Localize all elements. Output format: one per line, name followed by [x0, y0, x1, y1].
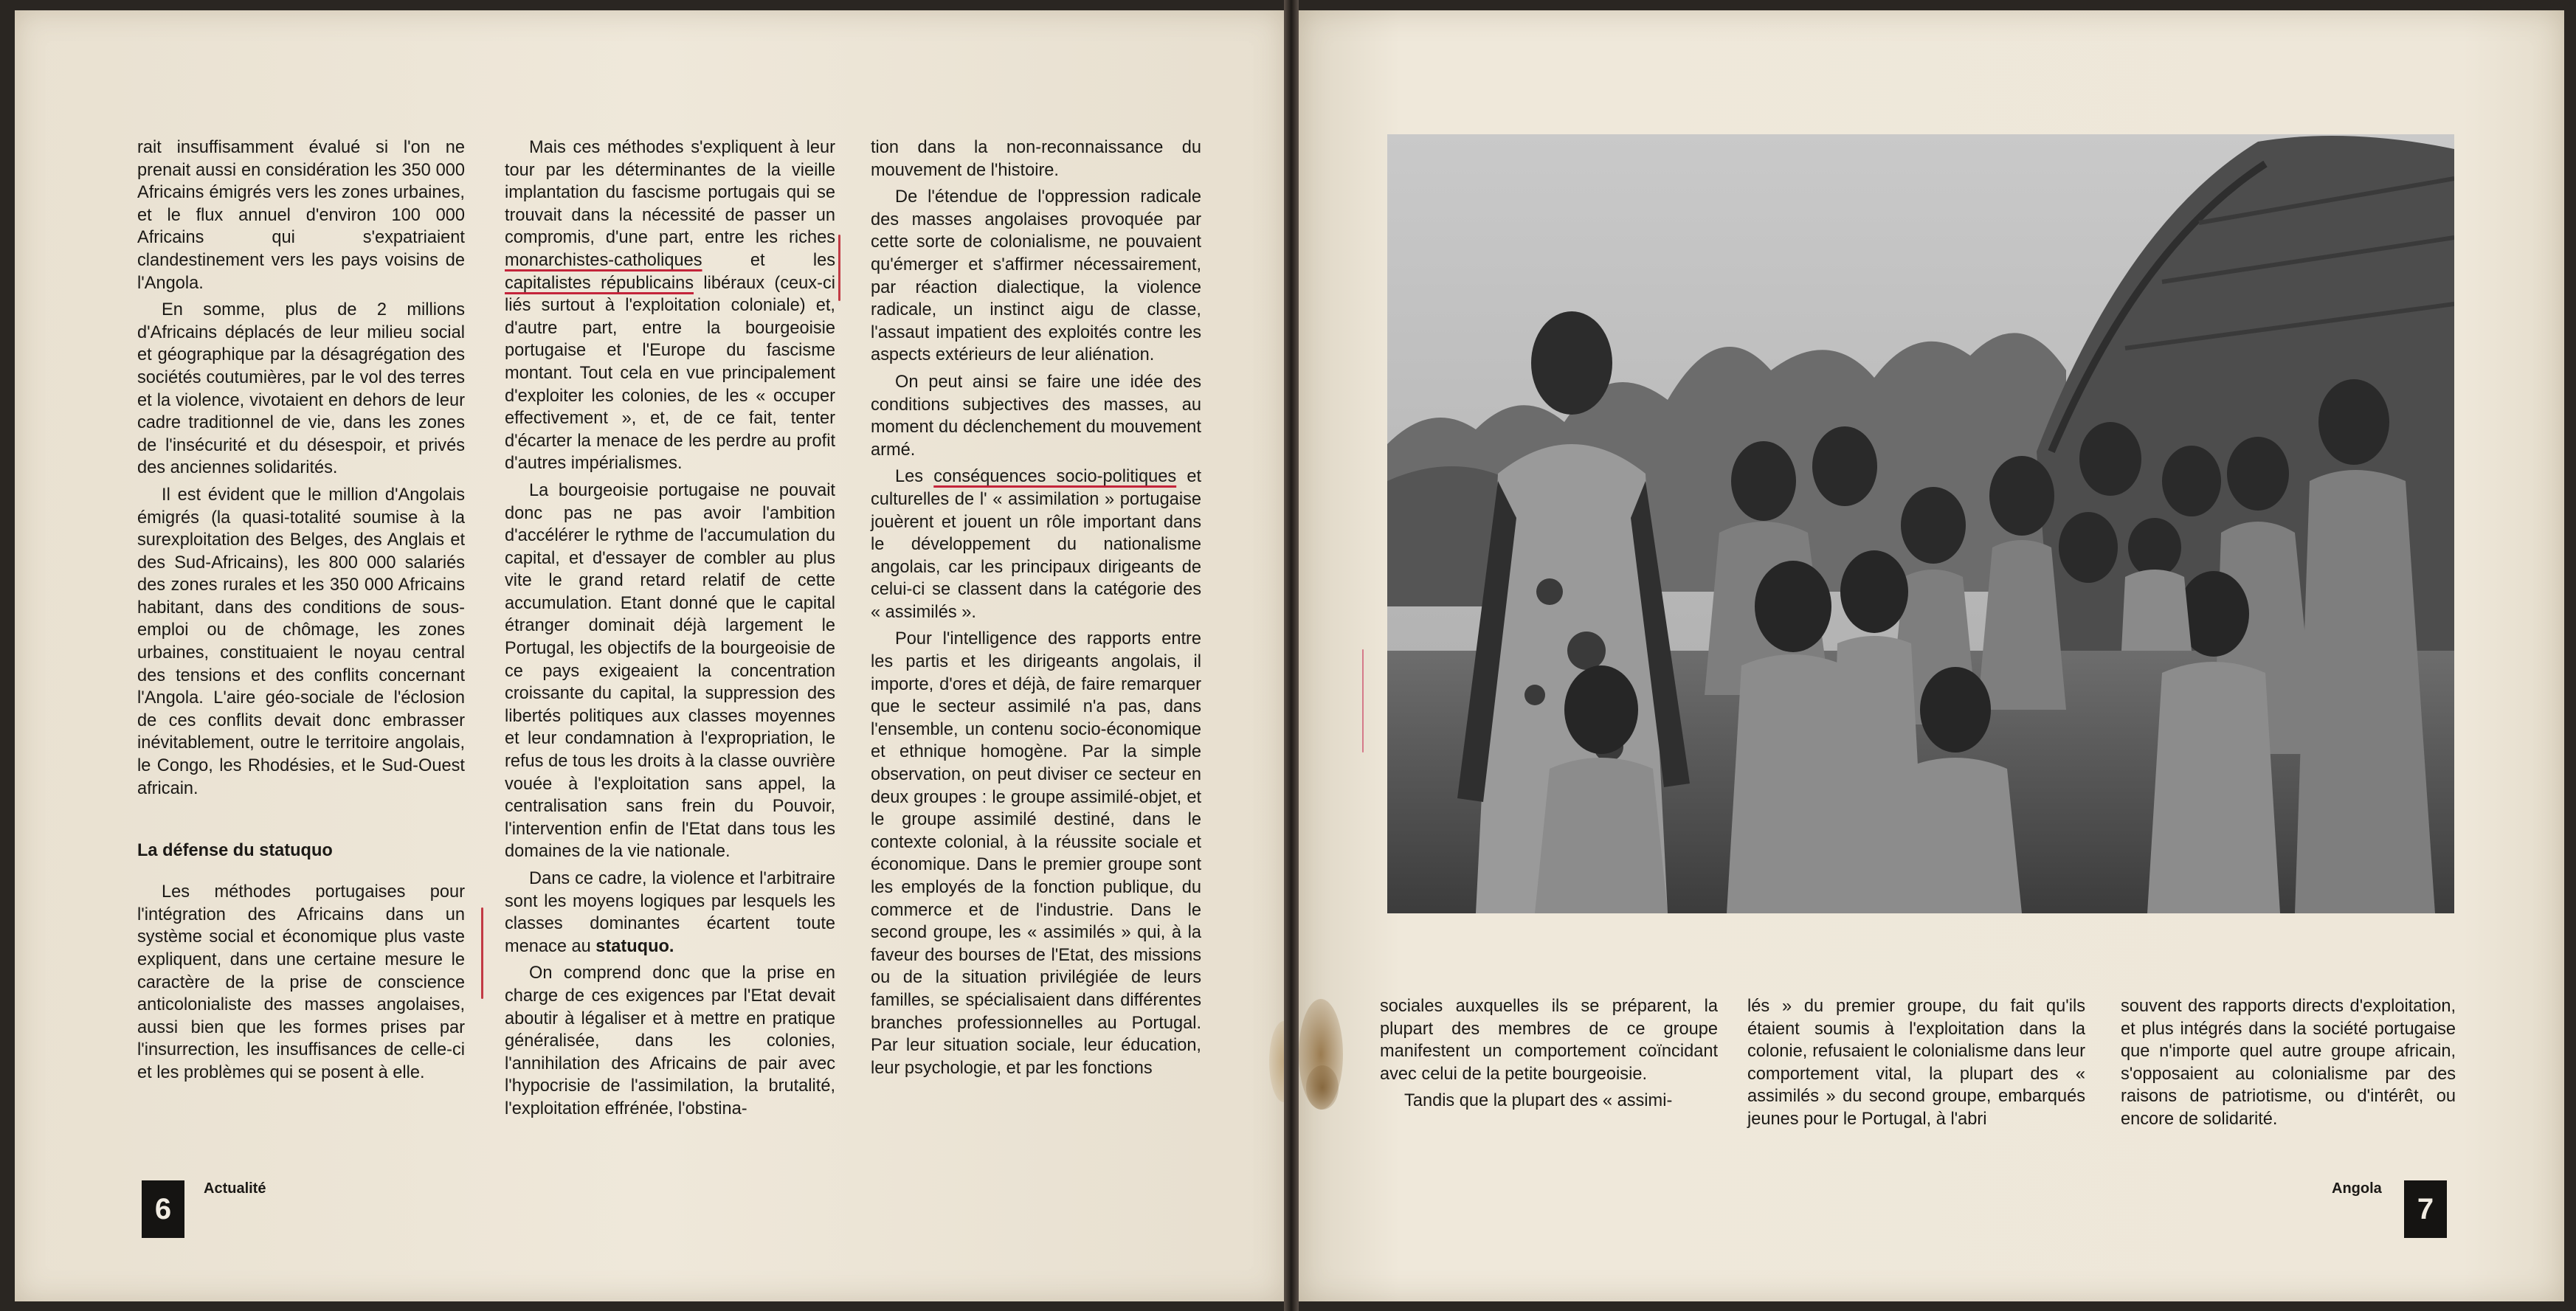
paragraph: On peut ainsi se faire une idée des conditions subjectives des masses, au moment du déclenchement du mouvement armé.: [871, 372, 1201, 460]
bold-term: statuquo.: [595, 936, 674, 956]
paragraph: souvent des rapports directs d'exploitation, et plus intégrés dans la société portugaise que n'importe quel autre groupe africain, s'opposaient au colonialisme par des raisons de patriotisme, ou d'intérêt, ou encore de solidarité.: [2121, 997, 2456, 1129]
paragraph: On comprend donc que la prise en charge de ces exigences par l'Etat devait aboutir à légaliser et à mettre en pratique généralisée, dans les colonies, l'annihilation des Africains de pair avec l'hypocrisie de l'assimilation, la brutalité, l'exploitation effrénée, l'obstina-: [505, 964, 835, 1118]
paragraph: sociales auxquelles ils se préparent, la plupart des membres de ce groupe manifestent un comportement coïncidant avec celui de la petite bourgeoisie.: [1380, 997, 1718, 1084]
right-column-1: [1380, 995, 1718, 1113]
paragraph: Tandis que la plupart des « assimi-: [1404, 1091, 1673, 1111]
book-gutter: [1284, 0, 1299, 1311]
paragraph: Mais ces méthodes s'expliquent à leur tour par les déterminantes de la vieille implantation du fascisme portugais qui se trouvait dans la nécessité de passer un compromis, d'une part, entre les riches monarchistes-catholiques et les capitalistes républicains libéraux (ceux-ci liés surtout à l'exploitation coloniale) et, d'autre part, entre la bourgeoisie portugaise et l'Europe du fascisme montant. Tout cela en vue principalement d'exploiter les colonies, de les « occuper effectivement », et, de ce fait, tenter d'écarter la menace de les perdre au profit d'autres impérialismes.: [505, 138, 835, 474]
running-head: Actualité: [204, 1180, 266, 1197]
page-number: 7: [2404, 1180, 2447, 1238]
paragraph: En somme, plus de 2 millions d'Africains déplacés de leur milieu social et géographique par la désagrégation des sociétés coutumières, par le vol des terres et la violence, vivotaient en dehors de leur cadre traditionnel de vie, dans les zones de l'insécurité et du désespoir, et privés des anciennes solidarités.: [137, 300, 465, 478]
left-column-1: [137, 136, 465, 1085]
running-head: Angola: [2332, 1180, 2382, 1197]
left-column-2: [505, 136, 835, 1121]
paragraph: tion dans la non-reconnaissance du mouvement de l'histoire.: [871, 138, 1201, 180]
paragraph: Il est évident que le million d'Angolais émigrés (la quasi-totalité soumise à la surexploitation des Belges, des Anglais et des Sud-Africains), les 800 000 salariés des zones rurales et les 350 000 Africains habitant, dans des conditions de sous-emploi ou de chômage, les zones urbaines, constituaient le noyau central des tensions et des conflits concernant l'Angola. L'aire géo-sociale de l'éclosion de ces conflits devait donc embrasser inévitablement, outre le territoire angolais, le Congo, les Rhodésies, et le Sud-Ouest africain.: [137, 485, 465, 798]
annotated-phrase: capitalistes républicains: [505, 273, 694, 293]
paragraph: De l'étendue de l'oppression radicale des masses angolaises provoquée par cette sorte de colonialisme, ne pouvaient qu'émerger et s'affirmer nécessairement, par réaction dialectique, la violence radicale, un instinct aigu de classe, l'assaut impatient des exploités contre les aspects extérieurs de leur aliénation.: [871, 187, 1201, 365]
paragraph: Les conséquences socio-politiques et culturelles de l' « assimilation » portugaise jouèrent et jouent un rôle important dans le développement du nationalisme angolais, car les principaux dirigeants de celui-ci se classent dans la catégorie des « assimilés ».: [871, 467, 1201, 622]
margin-annotation-mark: [838, 235, 840, 301]
annotated-phrase: conséquences socio-politiques: [933, 467, 1177, 487]
annotated-phrase: monarchistes-catholiques: [505, 250, 702, 270]
page-number: 6: [142, 1180, 184, 1238]
margin-annotation-mark: [481, 907, 483, 999]
photograph-angolan-villagers: [1387, 134, 2454, 913]
paper-stain: [1306, 1065, 1339, 1110]
paragraph: Les méthodes portugaises pour l'intégration des Africains dans un système social et économique plus vaste expliquent, dans une certaine mesure le caractère de la prise de conscience anticolonialiste des masses angolaises, aussi bien que les formes prises par l'insurrection, les insuffisances de celle-ci et les problèmes qui se posent à elle.: [137, 882, 465, 1082]
left-column-3: [871, 136, 1201, 1079]
margin-annotation-mark: [1362, 649, 1364, 753]
paragraph: rait insuffisamment évalué si l'on ne prenait aussi en considération les 350 000 Africains émigrés vers les zones urbaines, et le flux annuel d'environ 100 000 Africains qui s'expatriaient clandestinement vers les pays voisins de l'Angola.: [137, 138, 465, 293]
paragraph: La bourgeoisie portugaise ne pouvait donc pas ne pas avoir l'ambition d'accélérer le rythme de l'accumulation du capital, et d'essayer de combler au plus vite le grand retard relatif de cette accumulation. Etant donné que le capital étranger dominait déjà largement le Portugal, les objectifs de la bourgeoisie de ce pays exigeaient la concentration croissante du capital, la suppression des libertés politiques aux classes moyennes et leur condamnation à l'expropriation, le refus de tous les droits à la classe ouvrière vouée à l'exploitation sans appel, la centralisation sans frein du Pouvoir, l'intervention enfin de l'Etat dans tous les domaines de la vie nationale.: [505, 480, 835, 862]
paragraph: Pour l'intelligence des rapports entre les partis et les dirigeants angolais, il importe, d'ores et déjà, de faire remarquer que le secteur assimilé n'a pas, dans l'ensemble, un contenu socio-économique et ethnique homogène. Par la simple observation, on peut diviser ce secteur en deux groupes : le groupe assimilé-objet, et le groupe assimilé destiné, dans le contexte colonial, à la réussite sociale et économique. Dans le premier groupe sont les employés de la fonction publique, du commerce et de l'industrie. Dans le second groupe, les « assimilés » qui, à la faveur des bourses de l'Etat, des missions ou de la situation privilégiée de leurs familles, se spécialisaient dans différentes branches professionnelles au Portugal. Par leur situation sociale, leur éducation, leur psychologie, et par les fonctions: [871, 629, 1201, 1078]
paragraph: Dans ce cadre, la violence et l'arbitraire sont les moyens logiques par lesquels les classes dominantes écartent toute menace au statuquo.: [505, 869, 835, 956]
section-heading: La défense du statuquo: [137, 841, 333, 861]
right-column-3: [2121, 995, 2456, 1131]
right-column-2: [1747, 995, 2085, 1131]
paragraph: lés » du premier groupe, du fait qu'ils étaient soumis à l'exploitation dans la colonie, refusaient le colonialisme dans leur comportement vital, la plupart des « assimilés » du second groupe, embarqués jeunes pour le Portugal, à l'abri: [1747, 997, 2085, 1129]
